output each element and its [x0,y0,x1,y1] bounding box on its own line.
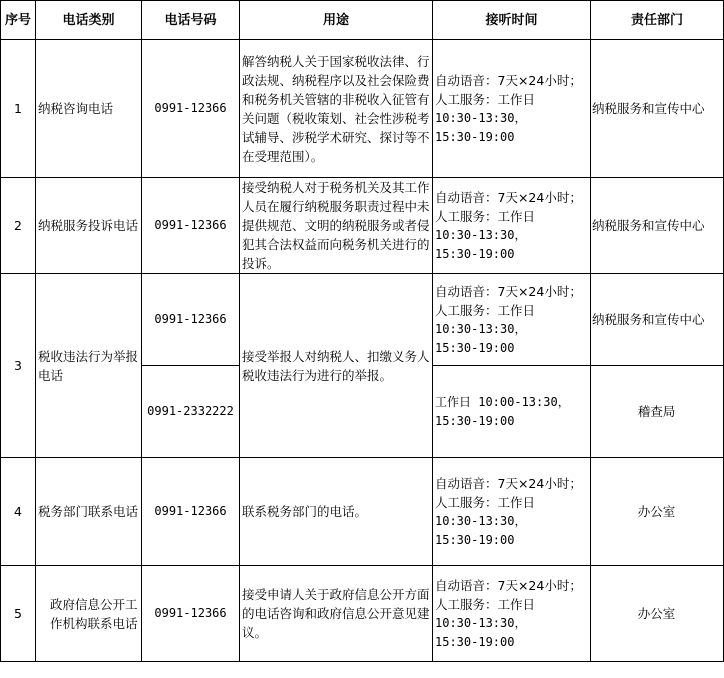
row-no: 3 [1,274,36,458]
row-no: 2 [1,178,36,274]
row-dept: 办公室 [591,566,724,662]
row-phone: 0991-2332222 [142,366,240,458]
row-no: 5 [1,566,36,662]
row-category: 税务部门联系电话 [36,458,142,566]
row-purpose: 接受举报人对纳税人、扣缴义务人税收违法行为进行的举报。 [240,274,433,458]
hours-line: 人工服务：工作日 [435,208,536,224]
row-purpose: 接受纳税人对于税务机关及其工作人员在履行纳税服务职责过程中未提供规范、文明的纳税服务或者侵犯其合法权益而向税务机关进行的投诉。 [240,178,433,274]
row-category: 政府信息公开工作机构联系电话 [36,566,142,662]
row-phone: 0991-12366 [142,274,240,366]
hours-line: 15:30-19:00 [435,634,515,649]
hours-line: 10:30-13:30， [435,513,527,528]
hours-line: 自动语音：7天×24小时； [435,475,582,491]
hours-line: 15:30-19:00 [435,129,515,144]
row-purpose: 解答纳税人关于国家税收法律、行政法规、纳税程序以及社会保险费和税务机关管辖的非税收入征管有关问题（税收策划、社会性涉税考试辅导、涉税学术研究、探讨等不在受理范围）。 [240,40,433,178]
row-no: 4 [1,458,36,566]
row-phone: 0991-12366 [142,40,240,178]
row-dept: 纳税服务和宣传中心 [591,274,724,366]
hours-line: 自动语音：7天×24小时； [435,577,582,593]
row-hours [433,458,591,566]
header-cell-category: 电话类别 [36,1,142,40]
row-purpose: 联系税务部门的电话。 [240,458,433,566]
row-phone: 0991-12366 [142,178,240,274]
header-cell-purpose: 用途 [240,1,433,40]
table-row [1,274,724,366]
row-hours [433,566,591,662]
hours-line: 15:30-19:00 [435,340,515,355]
hours-line: 15:30-19:00 [435,532,515,547]
hours-line: 工作日 10:00-13:30， [435,394,570,409]
header-cell-no: 序号 [1,1,36,40]
hours-line: 人工服务：工作日 [435,91,536,107]
table-row [1,566,724,662]
header-row [1,1,724,40]
row-dept: 纳税服务和宣传中心 [591,178,724,274]
hours-line: 15:30-19:00 [435,246,515,261]
row-category: 纳税服务投诉电话 [36,178,142,274]
hours-line: 人工服务：工作日 [435,494,536,510]
row-hours [433,366,591,458]
header-cell-dept: 责任部门 [591,1,724,40]
row-phone: 0991-12366 [142,458,240,566]
hours-line: 自动语音：7天×24小时； [435,189,582,205]
row-hours [433,178,591,274]
header-cell-phone: 电话号码 [142,1,240,40]
row-hours [433,274,591,366]
row-purpose: 接受申请人关于政府信息公开方面的电话咨询和政府信息公开意见建议。 [240,566,433,662]
row-phone: 0991-12366 [142,566,240,662]
hours-line: 自动语音：7天×24小时； [435,72,582,88]
row-dept: 纳税服务和宣传中心 [591,40,724,178]
header-cell-hours: 接听时间 [433,1,591,40]
row-no: 1 [1,40,36,178]
hours-line: 10:30-13:30， [435,615,527,630]
table-row [1,178,724,274]
row-category: 纳税咨询电话 [36,40,142,178]
hours-line: 自动语音：7天×24小时； [435,283,582,299]
hours-line: 15:30-19:00 [435,413,515,428]
row-hours [433,40,591,178]
row-category: 税收违法行为举报电话 [36,274,142,458]
row-dept: 办公室 [591,458,724,566]
hours-line: 人工服务：工作日 [435,302,536,318]
table-row [1,458,724,566]
hours-line: 10:30-13:30， [435,110,527,125]
hours-line: 10:30-13:30， [435,321,527,336]
hours-line: 10:30-13:30， [435,227,527,242]
row-dept: 稽查局 [591,366,724,458]
hours-line: 人工服务：工作日 [435,596,536,612]
table-row [1,40,724,178]
